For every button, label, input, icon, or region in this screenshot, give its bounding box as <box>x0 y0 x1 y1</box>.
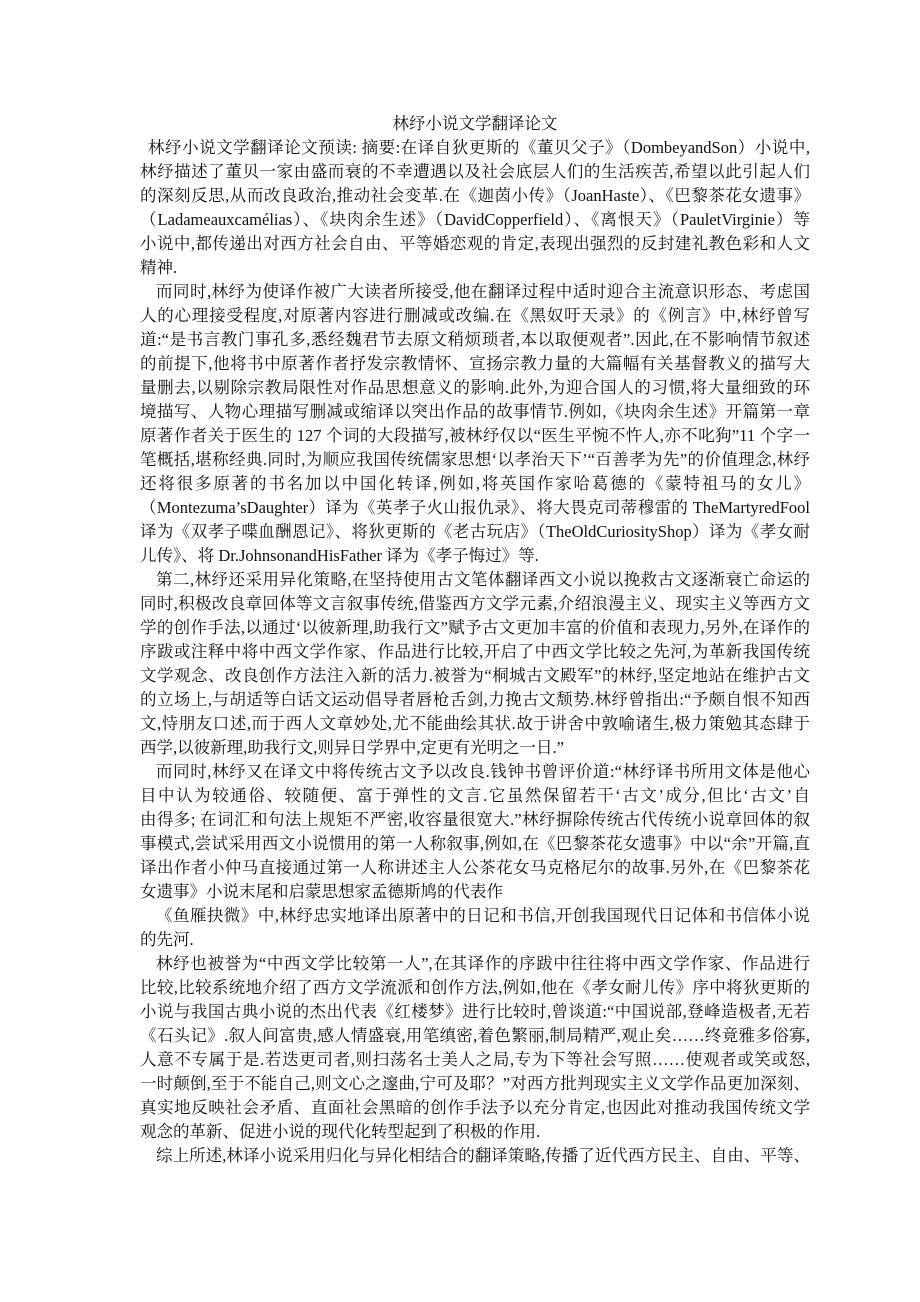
paragraph <box>140 1144 810 1168</box>
text-line: 目中认为较通俗、较随便、富于弹性的文言.它虽然保留若干‘古文’成分,但比‘古文’自 <box>140 786 810 805</box>
text-line: 同时,积极改良章回体等文言叙事传统,借鉴西方文学元素,介绍浪漫主义、现实主义等西方文 <box>140 594 810 613</box>
text-line: 西学,以彼新理,助我行文,则异日学界中,定更有光明之一日.” <box>140 738 564 757</box>
paragraph <box>140 280 810 568</box>
text-line: 林纾小说文学翻译论文预读: 摘要:在译自狄更斯的《董贝父子》（DombeyandSon）小说中, <box>148 138 810 157</box>
text-line: 真实地反映社会矛盾、直面社会黑暗的创作手法予以充分肯定,也因此对推动我国传统文学 <box>140 1098 810 1117</box>
text-line: 第二,林纾还采用异化策略,在坚持使用古文笔体翻译西文小说以挽救古文逐渐衰亡命运的 <box>156 570 810 589</box>
paragraph <box>140 904 810 952</box>
text-line: 的前提下,他将书中原著作者抒发宗教情怀、宣扬宗教力量的大篇幅有关基督教义的描写大 <box>140 354 810 373</box>
text-line: 小说与我国古典小说的杰出代表《红楼梦》进行比较时,曾谈道:“中国说部,登峰造极者,无若 <box>140 1002 810 1021</box>
text-line: 《鱼雁抉微》中,林纾忠实地译出原著中的日记和书信,开创我国现代日记体和书信体小说 <box>156 906 810 925</box>
text-line: 《石头记》.叙人间富贵,感人情盛衰,用笔缜密,着色繁丽,制局精严,观止矣……终竟雅多俗寡, <box>140 1026 811 1045</box>
text-line: 而同时,林纾为使译作被广大读者所接受,他在翻译过程中适时迎合主流意识形态、考虑国 <box>156 282 810 301</box>
text-line: 的先河. <box>140 930 194 949</box>
text-line: 译为《双孝子喋血酬恩记》、将狄更斯的《老古玩店》（TheOldCuriosityShop）译为《孝女耐 <box>140 522 810 541</box>
text-line: 综上所述,林译小说采用归化与异化相结合的翻译策略,传播了近代西方民主、自由、平等、 <box>156 1146 810 1165</box>
text-line: （Ladameauxcamélias）、《块肉余生述》（DavidCopperfield）、《离恨天》（PauletVirginie）等 <box>140 210 810 229</box>
text-line: （Montezuma’sDaughter）译为《英孝子火山报仇录》、将大畏克司蒂穆雷的 TheMartyredFool <box>140 498 810 517</box>
text-line: 量删去,以剔除宗教局限性对作品思想意义的影响.此外,为迎合国人的习惯,将大量细致的环 <box>140 378 810 397</box>
text-line: 比较,比较系统地介绍了西方文学流派和创作方法,例如,他在《孝女耐儿传》序中将狄更斯的 <box>140 978 810 997</box>
text-line: 女遗事》小说末尾和启蒙思想家孟德斯鸠的代表作 <box>140 882 503 901</box>
text-line: 人意不专属于是.若迭更司者,则扫荡名士美人之局,专为下等社会写照……使观者或笑或怒, <box>140 1050 810 1069</box>
paragraph <box>140 136 810 280</box>
text-line: 学的创作手法,以通过‘以彼新理,助我行文”赋予古文更加丰富的价值和表现力,另外,在译作的 <box>140 618 810 637</box>
text-line: 道:“是书言教门事孔多,悉经魏君节去原文稍烦琐者,本以取便观者”.因此,在不影响情节叙述 <box>140 330 810 349</box>
text-line: 一时颠倒,至于不能自己,则文心之邃曲,宁可及耶？”对西方批判现实主义文学作品更加深刻、 <box>140 1074 810 1093</box>
text-line: 精神. <box>140 258 178 277</box>
text-line: 事模式,尝试采用西文小说惯用的第一人称叙事,例如,在《巴黎茶花女遗事》中以“余”开篇,直 <box>140 834 810 853</box>
text-line: 林纾描述了董贝一家由盛而衰的不幸遭遇以及社会底层人们的生活疾苦,希望以此引起人们 <box>140 162 810 181</box>
paragraph <box>140 568 810 760</box>
text-line: 的立场上,与胡适等白话文运动倡导者唇枪舌剑,力挽古文颓势.林纾曾指出:“予颇自恨不知西 <box>140 690 810 709</box>
text-line: 原著作者关于医生的 127 个词的大段描写,被林纾仅以“医生平惋不忤人,亦不叱狗”11 个字一 <box>140 426 810 445</box>
text-line: 还将很多原著的书名加以中国化转译,例如,将英国作家哈葛德的《蒙特祖马的女儿》 <box>140 474 810 493</box>
text-line: 林纾也被誉为“中西文学比较第一人”,在其译作的序跋中往往将中西文学作家、作品进行 <box>156 954 810 973</box>
document-page <box>140 112 810 1168</box>
text-line: 人的心理接受程度,对原著内容进行删减或改编.在《黑奴吁天录》的《例言》中,林纾曾写 <box>140 306 810 325</box>
text-line: 由得多; 在词汇和句法上规矩不严密,收容量很宽大.”林纾摒除传统古代传统小说章回体的叙 <box>140 810 810 829</box>
text-line: 文,恃朋友口述,而于西人文章妙处,尤不能曲绘其状.故于讲舍中敦喻诸生,极力策勉其态肆于 <box>140 714 810 733</box>
text-line: 而同时,林纾又在译文中将传统古文予以改良.钱钟书曾评价道:“林纾译书所用文体是他心 <box>156 762 810 781</box>
text-line: 小说中,都传递出对西方社会自由、平等婚恋观的肯定,表现出强烈的反封建礼教色彩和人文 <box>140 234 810 253</box>
document-body <box>140 136 810 1168</box>
paragraph <box>140 952 810 1144</box>
text-line: 的深刻反思,从而改良政治,推动社会变革.在《迦茵小传》（JoanHaste）、《巴黎茶花女遗事》 <box>140 186 810 205</box>
text-line: 观念的革新、促进小说的现代化转型起到了积极的作用. <box>140 1122 541 1141</box>
paragraph <box>140 760 810 904</box>
document-title: 林纾小说文学翻译论文 <box>392 114 558 133</box>
text-line: 文学观念、改良创作方法注入新的活力.被誉为“桐城古文殿军”的林纾,坚定地站在维护古文 <box>140 666 810 685</box>
text-line: 译出作者小仲马直接通过第一人称讲述主人公茶花女马克格尼尔的故事.另外,在《巴黎茶花 <box>140 858 810 877</box>
text-line: 儿传》、将 Dr.JohnsonandHisFather 译为《孝子悔过》等. <box>140 546 539 565</box>
text-line: 笔概括,堪称经典.同时,为顺应我国传统儒家思想‘以孝治天下’“百善孝为先”的价值理念,林纾 <box>140 450 810 469</box>
text-line: 境描写、人物心理描写删减或缩译以突出作品的故事情节.例如,《块肉余生述》开篇第一章 <box>140 402 810 421</box>
text-line: 序跋或注释中将中西文学作家、作品进行比较,开启了中西文学比较之先河,为革新我国传统 <box>140 642 810 661</box>
